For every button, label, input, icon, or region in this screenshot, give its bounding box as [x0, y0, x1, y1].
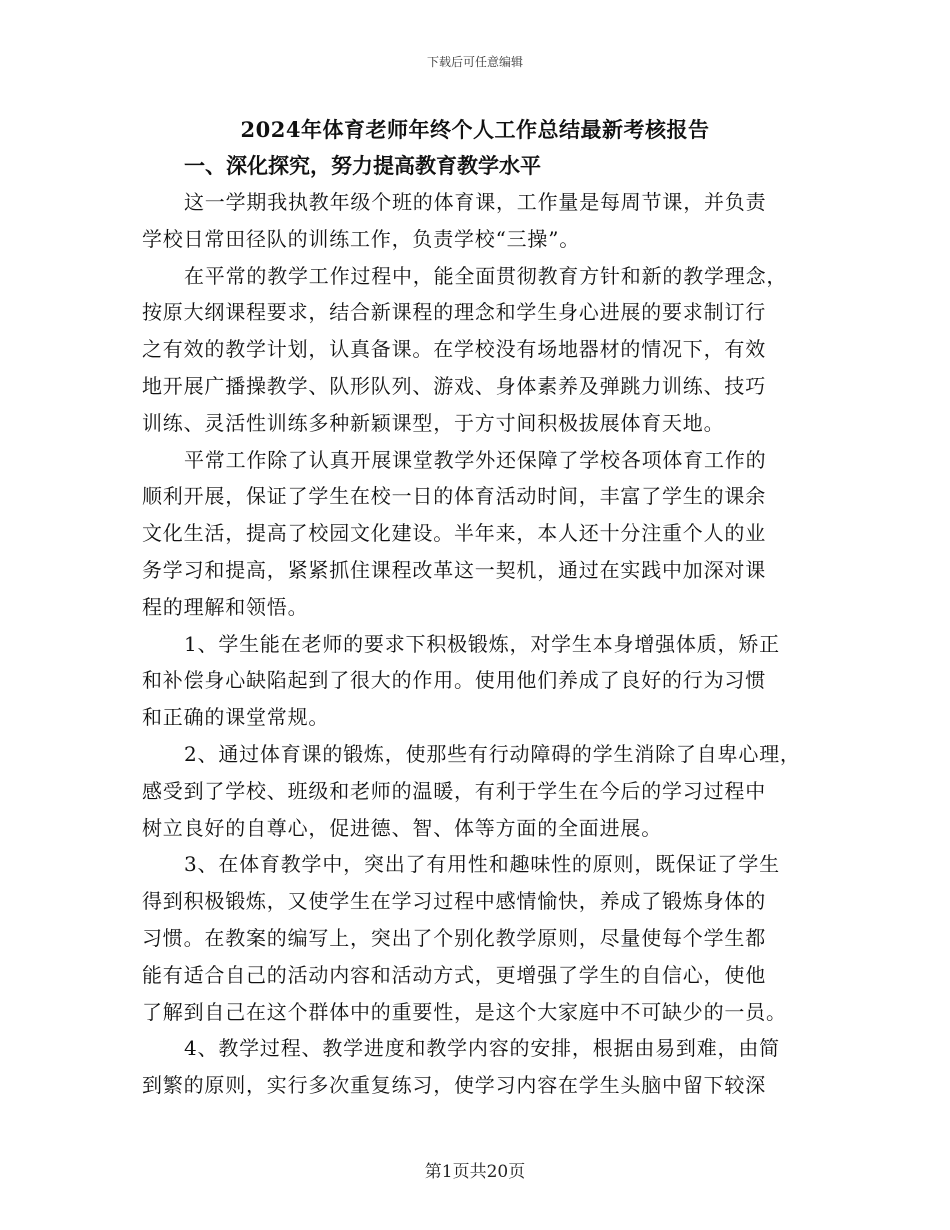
paragraph-line: 和正确的课堂常规。	[142, 705, 330, 730]
paragraph-line: 3、在体育教学中，突出了有用性和趣味性的原则，既保证了学生	[184, 852, 780, 877]
paragraph-line: 树立良好的自尊心，促进德、智、体等方面的全面进展。	[142, 815, 662, 840]
paragraph-line: 学校日常田径队的训练工作，负责学校“三操”。	[142, 226, 581, 251]
paragraph-line: 习惯。在教案的编写上，突出了个别化教学原则，尽量使每个学生都	[142, 925, 766, 950]
document-title: 2024年体育老师年终个人工作总结最新考核报告	[240, 117, 710, 142]
paragraph-line: 能有适合自己的活动内容和活动方式，更增强了学生的自信心，使他	[142, 962, 766, 987]
paragraph-line: 平常工作除了认真开展课堂教学外还保障了学校各项体育工作的	[184, 447, 767, 472]
paragraph-5	[142, 736, 812, 846]
paragraph-line: 到繁的原则，实行多次重复练习，使学习内容在学生头脑中留下较深	[142, 1073, 766, 1098]
header-note: 下载后可任意编辑	[426, 55, 523, 69]
paragraph-line: 文化生活，提高了校园文化建设。半年来，本人还十分注重个人的业	[142, 521, 766, 546]
paragraph-line: 了解到自己在这个群体中的重要性，是这个大家庭中不可缺少的一员。	[142, 999, 787, 1024]
paragraph-line: 之有效的教学计划，认真备课。在学校没有场地器材的情况下，有效	[142, 337, 766, 362]
paragraph-line: 得到积极锻炼，又使学生在学习过程中感情愉快，养成了锻炼身体的	[142, 889, 766, 914]
paragraph-line: 4、教学过程、教学进度和教学内容的安排，根据由易到难，由简	[184, 1036, 780, 1061]
paragraph-line: 在平常的教学工作过程中，能全面贯彻教育方针和新的教学理念，	[184, 263, 788, 288]
paragraph-7	[142, 1030, 812, 1104]
paragraph-line: 务学习和提高，紧紧抓住课程改革这一契机，通过在实践中加深对课	[142, 557, 766, 582]
document-body	[142, 148, 812, 1104]
paragraph-line: 1、学生能在老师的要求下积极锻炼，对学生本身增强体质，矫正	[184, 631, 780, 656]
paragraph-3	[142, 442, 812, 626]
paragraph-2	[142, 258, 812, 442]
paragraph-line: 按原大纲课程要求，结合新课程的理念和学生身心进展的要求制订行	[142, 300, 766, 325]
paragraph-6	[142, 846, 812, 1030]
paragraph-line: 程的理解和领悟。	[142, 594, 309, 619]
paragraph-line: 顺利开展，保证了学生在校一日的体育活动时间，丰富了学生的课余	[142, 484, 766, 509]
paragraph-line: 地开展广播操教学、队形队列、游戏、身体素养及弹跳力训练、技巧	[142, 373, 766, 398]
paragraph-line: 这一学期我执教年级个班的体育课，工作量是每周节课，并负责	[184, 190, 767, 214]
page-number-footer: 第1页共20页	[424, 1162, 526, 1182]
paragraph-line: 训练、灵活性训练多种新颖课型，于方寸间积极拔展体育天地。	[142, 410, 725, 435]
paragraph-4	[142, 626, 812, 736]
section-heading: 一、深化探究，努力提高教育教学水平	[184, 153, 541, 178]
paragraph-1	[142, 184, 812, 258]
paragraph-line: 2、通过体育课的锻炼，使那些有行动障碍的学生消除了自卑心理，	[184, 741, 801, 766]
paragraph-line: 感受到了学校、班级和老师的温暖，有利于学生在今后的学习过程中	[142, 778, 766, 803]
paragraph-line: 和补偿身心缺陷起到了很大的作用。使用他们养成了良好的行为习惯	[142, 668, 766, 693]
